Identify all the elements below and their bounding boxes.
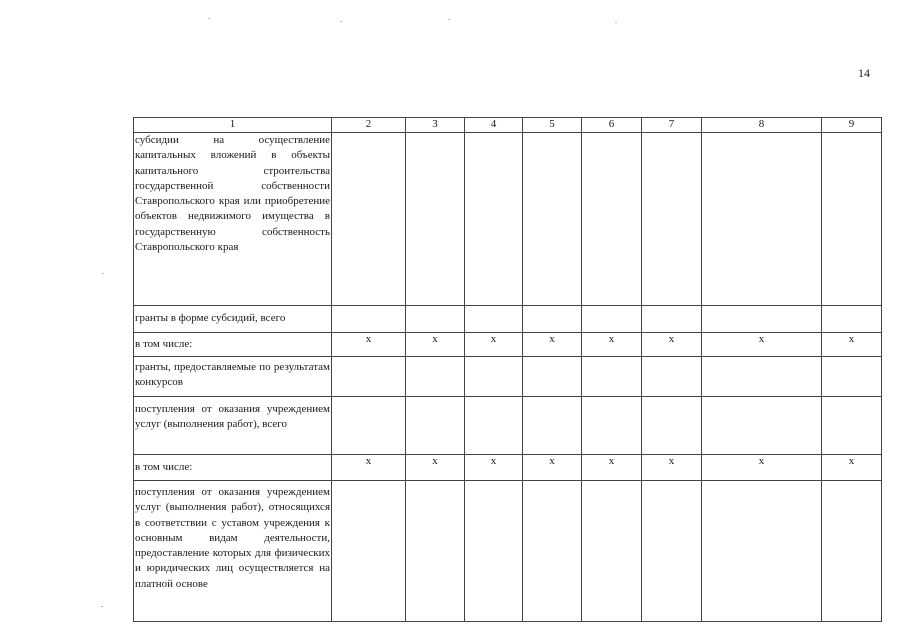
column-header: 8 bbox=[702, 118, 822, 133]
report-table bbox=[133, 117, 882, 622]
table-cell bbox=[406, 397, 465, 455]
table-cell bbox=[406, 481, 465, 622]
column-header: 3 bbox=[406, 118, 465, 133]
table-row bbox=[134, 455, 882, 481]
table-cell bbox=[702, 481, 822, 622]
table-cell bbox=[702, 397, 822, 455]
header-row bbox=[134, 118, 882, 133]
table-cell bbox=[332, 357, 406, 397]
table-cell bbox=[332, 306, 406, 333]
table-cell bbox=[465, 357, 523, 397]
row-label: в том числе: bbox=[134, 455, 332, 481]
table-cell bbox=[332, 397, 406, 455]
table-cell bbox=[642, 357, 702, 397]
table-cell: х bbox=[406, 333, 465, 357]
table-cell bbox=[465, 397, 523, 455]
table-cell: х bbox=[702, 455, 822, 481]
table-cell bbox=[702, 306, 822, 333]
table-cell: х bbox=[332, 333, 406, 357]
row-label: поступления от оказания учреждением услуг (выполнения работ), всего bbox=[134, 397, 332, 455]
table-cell bbox=[642, 133, 702, 306]
table-cell bbox=[465, 306, 523, 333]
table-cell bbox=[582, 306, 642, 333]
table-cell bbox=[822, 397, 882, 455]
table-cell bbox=[406, 357, 465, 397]
table-cell bbox=[523, 357, 582, 397]
column-header: 5 bbox=[523, 118, 582, 133]
table-cell bbox=[582, 397, 642, 455]
table-cell bbox=[523, 397, 582, 455]
row-label: поступления от оказания учреждением услуг (выполнения работ), относящихся в соответствии с уставом учреждения к основным видам деятельности, предоставление которых для физических и юридических лиц осуществляется на платной основе bbox=[134, 481, 332, 622]
table-cell bbox=[406, 133, 465, 306]
table-cell bbox=[822, 481, 882, 622]
table-cell bbox=[582, 481, 642, 622]
table-cell: х bbox=[822, 333, 882, 357]
row-label: субсидии на осуществление капитальных вложений в объекты капитального строительства государственной собственности Ставропольского края или приобретение объектов недвижимого имущества в государственную собственность Ставропольского края bbox=[134, 133, 332, 306]
table-cell: х bbox=[465, 333, 523, 357]
table-row bbox=[134, 357, 882, 397]
table-cell: х bbox=[332, 455, 406, 481]
table-cell: х bbox=[523, 455, 582, 481]
page-number: 14 bbox=[858, 66, 870, 80]
table-row bbox=[134, 133, 882, 306]
column-header: 6 bbox=[582, 118, 642, 133]
table-cell bbox=[822, 306, 882, 333]
table-cell bbox=[332, 481, 406, 622]
column-header: 9 bbox=[822, 118, 882, 133]
table-cell: х bbox=[406, 455, 465, 481]
column-header: 2 bbox=[332, 118, 406, 133]
table-row bbox=[134, 306, 882, 333]
table-cell bbox=[406, 306, 465, 333]
column-header: 4 bbox=[465, 118, 523, 133]
table-cell bbox=[582, 133, 642, 306]
table-cell bbox=[332, 133, 406, 306]
table-cell bbox=[465, 133, 523, 306]
row-label: в том числе: bbox=[134, 333, 332, 357]
table-cell bbox=[642, 481, 702, 622]
table-cell bbox=[642, 397, 702, 455]
row-label: гранты, предоставляемые по результатам конкурсов bbox=[134, 357, 332, 397]
table-row bbox=[134, 333, 882, 357]
table-cell: х bbox=[702, 333, 822, 357]
table-cell bbox=[582, 357, 642, 397]
table-cell bbox=[642, 306, 702, 333]
table-cell: х bbox=[523, 333, 582, 357]
table-cell bbox=[523, 306, 582, 333]
table-cell bbox=[702, 357, 822, 397]
table-cell: х bbox=[582, 333, 642, 357]
table-cell bbox=[523, 481, 582, 622]
row-label: гранты в форме субсидий, всего bbox=[134, 306, 332, 333]
table-cell: х bbox=[642, 333, 702, 357]
table-cell: х bbox=[465, 455, 523, 481]
table-cell: х bbox=[822, 455, 882, 481]
table-cell bbox=[822, 133, 882, 306]
table-cell bbox=[523, 133, 582, 306]
table-row bbox=[134, 397, 882, 455]
table-cell: х bbox=[582, 455, 642, 481]
table-cell bbox=[465, 481, 523, 622]
column-header: 1 bbox=[134, 118, 332, 133]
table-cell: х bbox=[642, 455, 702, 481]
table-row bbox=[134, 481, 882, 622]
table-cell bbox=[822, 357, 882, 397]
table-cell bbox=[702, 133, 822, 306]
column-header: 7 bbox=[642, 118, 702, 133]
